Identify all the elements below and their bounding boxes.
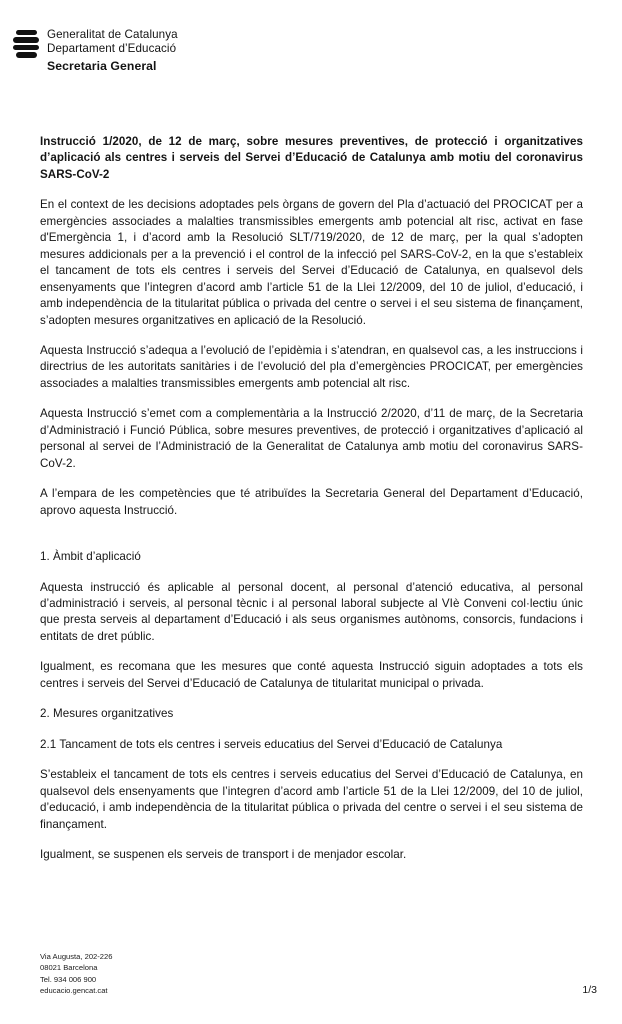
section-2-1-subheading: 2.1 Tancament de tots els centres i serveis educatius del Servei d’Educació de Catalunya xyxy=(40,737,503,751)
address-phone: Tel. 934 006 900 xyxy=(40,974,97,984)
logo-bar xyxy=(16,30,37,36)
generalitat-logo-icon xyxy=(13,26,40,59)
address-web: educacio.gencat.cat xyxy=(40,986,108,996)
intro-paragraph-2: Aquesta Instrucció s’adequa a l’evolució de l’epidèmia i s’atendran, en qualsevol cas, a les instruccions i directrius de les autoritats sanitàries i de l’evolució del pla d’emergències PROCICAT, per emergències associades a malalties transmissibles emergents amb potencial alt risc. xyxy=(40,343,583,390)
logo-bar xyxy=(13,45,39,51)
letterhead xyxy=(13,26,178,74)
section-1-heading: 1. Àmbit d’aplicació xyxy=(40,550,141,564)
org-name: Generalitat de Catalunya xyxy=(47,28,178,41)
document-title: Instrucció 1/2020, de 12 de març, sobre mesures preventives, de protecció i organitzatives d’aplicació als centres i serveis del Servei d’Educació de Catalunya amb motiu del coronavirus SARS-CoV-2 xyxy=(40,135,583,181)
footer-address xyxy=(40,951,112,997)
intro-paragraph-3: Aquesta Instrucció s’emet com a complementària a la Instrucció 2/2020, d’11 de març, de la Secretaria d’Administració i Funció Pública, sobre mesures preventives, de protecció i organitzatives d’aplicació al personal al servei de l’Administració de la Generalitat de Catalunya amb motiu del coronavirus SARS-CoV-2. xyxy=(40,407,583,470)
section-2-heading: 2. Mesures organitzatives xyxy=(40,707,174,721)
intro-paragraph-4: A l’empara de les competències que té atribuïdes la Secretaria General del Departament d’Educació, aprovo aquesta Instrucció. xyxy=(40,487,583,517)
document-body xyxy=(40,134,583,863)
address-street: Via Augusta, 202-226 xyxy=(40,952,113,961)
page-number: 1/3 xyxy=(582,984,597,996)
section-2-paragraph-1: S’estableix el tancament de tots els centres i serveis educatius del Servei d’Educació de Catalunya, en qualsevol dels ensenyaments que l’integren d’acord amb l’article 51 de la Llei 12/2009, del 10 de juliol, d’educació, i amb independència de la titularitat pública o privada del centre o servei i el seu sistema de finançament. xyxy=(40,768,583,831)
department-name: Departament d’Educació xyxy=(47,42,177,56)
intro-paragraph-1: En el context de les decisions adoptades pels òrgans de govern del Pla d’actuació del PROCICAT per a emergències associades a malalties transmissibles emergents amb potencial alt risc, activat en fase d'Emergència 1, i d’acord amb la Resolució SLT/719/2020, de 12 de març, per la qual s’adopten mesures addicionals per a la prevenció i el control de la infecció pel SARS-CoV-2, en la que s’estableix el tancament de tots els centres i serveis del Servei d’Educació de Catalunya, en qualsevol dels ensenyaments que l’integren d’acord amb l’article 51 de la Llei 12/2009, del 10 de juliol, d’educació, i amb independència de la titularitat pública o privada del centre o servei i el seu sistema de finançament, s’adopten mesures organitzatives en aplicació de la Resolució. xyxy=(40,198,583,327)
section-2-paragraph-2: Igualment, se suspenen els serveis de transport i de menjador escolar. xyxy=(40,847,407,861)
secretariat-name: Secretaria General xyxy=(47,58,157,73)
logo-bar xyxy=(16,52,37,58)
address-city: 08021 Barcelona xyxy=(40,963,98,973)
org-block xyxy=(47,26,178,74)
section-1-paragraph-2: Igualment, es recomana que les mesures que conté aquesta Instrucció siguin adoptades a tots els centres i serveis del Servei d’Educació de Catalunya de titularitat municipal o privada. xyxy=(40,660,583,690)
logo-bar xyxy=(13,37,39,43)
section-1-paragraph-1: Aquesta instrucció és aplicable al personal docent, al personal d’atenció educativa, al personal d’administració i serveis, al personal tècnic i al personal laboral subjecte al VIè Conveni col·lectiu únic que presta serveis al departament d’Educació i als seus organismes autònoms, consorcis, fundacions i entitats de dret públic. xyxy=(40,580,583,643)
